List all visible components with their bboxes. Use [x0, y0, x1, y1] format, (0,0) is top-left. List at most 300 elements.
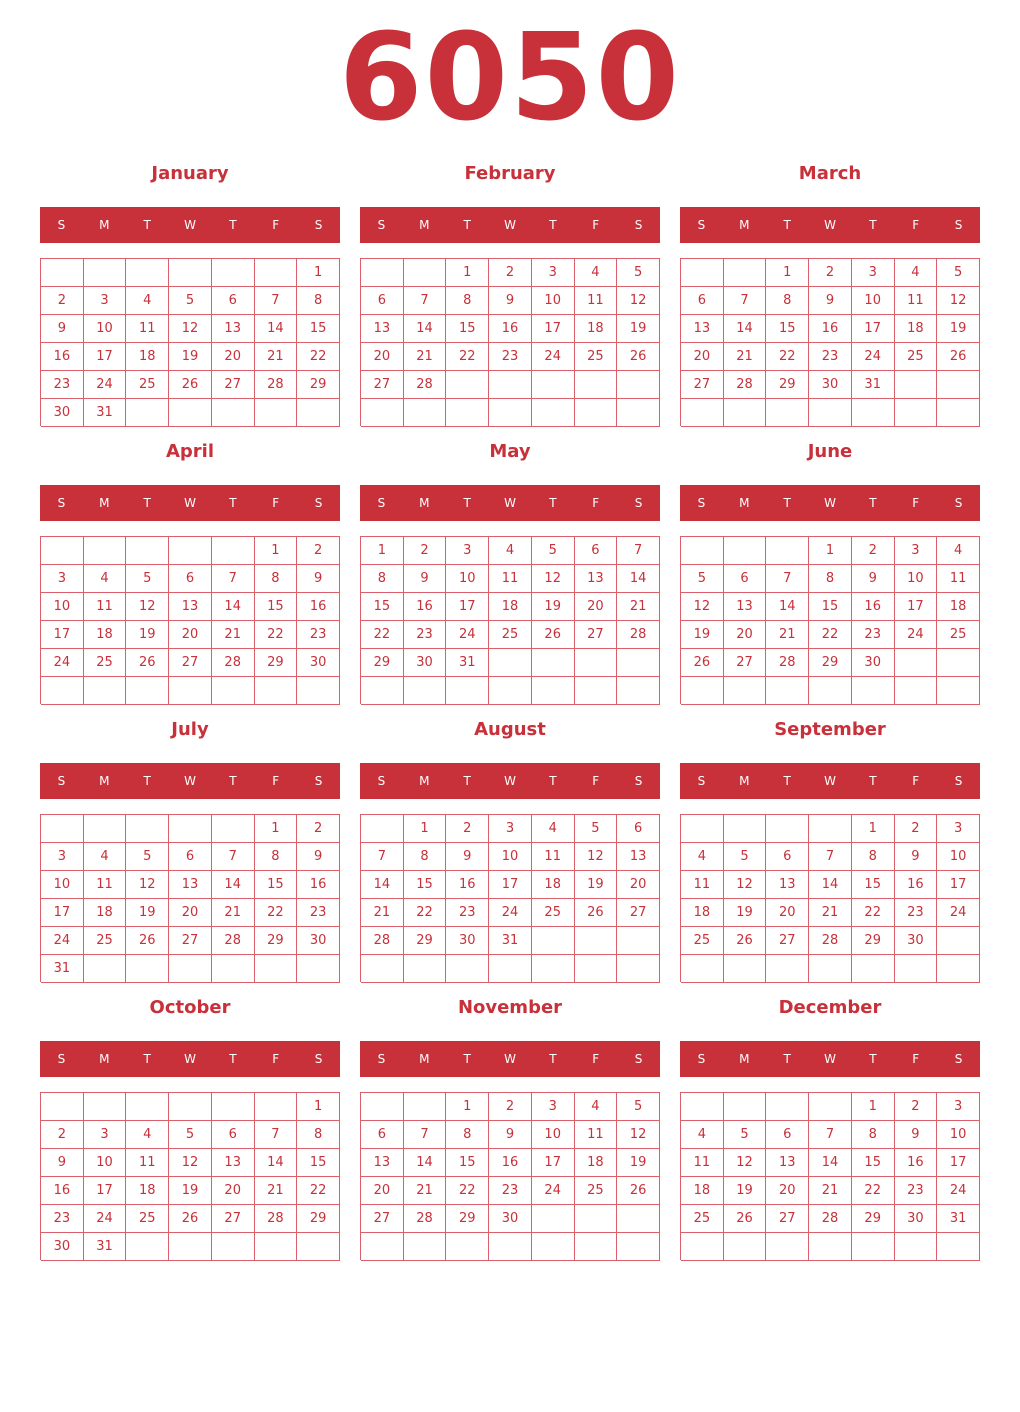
day-cell[interactable]: 16 [41, 1177, 84, 1205]
day-cell[interactable]: 17 [489, 871, 532, 899]
day-cell[interactable]: 7 [255, 287, 298, 315]
day-cell[interactable]: 1 [852, 815, 895, 843]
day-cell[interactable]: 20 [212, 343, 255, 371]
day-cell[interactable]: 4 [937, 537, 980, 565]
day-cell[interactable]: 26 [575, 899, 618, 927]
day-cell[interactable]: 3 [895, 537, 938, 565]
day-cell[interactable]: 28 [617, 621, 660, 649]
day-cell[interactable]: 20 [212, 1177, 255, 1205]
day-cell[interactable]: 4 [681, 843, 724, 871]
day-cell[interactable]: 19 [169, 343, 212, 371]
day-cell[interactable]: 14 [809, 1149, 852, 1177]
day-cell[interactable]: 30 [446, 927, 489, 955]
day-cell[interactable]: 20 [681, 343, 724, 371]
day-cell[interactable]: 19 [724, 1177, 767, 1205]
day-cell[interactable]: 16 [895, 871, 938, 899]
day-cell[interactable]: 14 [617, 565, 660, 593]
day-cell[interactable]: 18 [575, 1149, 618, 1177]
day-cell[interactable]: 6 [361, 287, 404, 315]
day-cell[interactable]: 22 [852, 1177, 895, 1205]
day-cell[interactable]: 10 [532, 1121, 575, 1149]
day-cell[interactable]: 11 [84, 871, 127, 899]
day-cell[interactable]: 25 [126, 371, 169, 399]
day-cell[interactable]: 26 [169, 371, 212, 399]
day-cell[interactable]: 6 [361, 1121, 404, 1149]
day-cell[interactable]: 3 [41, 843, 84, 871]
day-cell[interactable]: 15 [852, 871, 895, 899]
day-cell[interactable]: 20 [617, 871, 660, 899]
day-cell[interactable]: 5 [532, 537, 575, 565]
day-cell[interactable]: 21 [404, 343, 447, 371]
day-cell[interactable]: 28 [255, 371, 298, 399]
day-cell[interactable]: 19 [126, 899, 169, 927]
day-cell[interactable]: 6 [169, 565, 212, 593]
day-cell[interactable]: 16 [297, 871, 340, 899]
day-cell[interactable]: 2 [404, 537, 447, 565]
day-cell[interactable]: 1 [255, 815, 298, 843]
day-cell[interactable]: 8 [446, 287, 489, 315]
day-cell[interactable]: 24 [41, 649, 84, 677]
day-cell[interactable]: 28 [212, 927, 255, 955]
day-cell[interactable]: 7 [212, 565, 255, 593]
day-cell[interactable]: 3 [84, 287, 127, 315]
day-cell[interactable]: 19 [169, 1177, 212, 1205]
day-cell[interactable]: 11 [126, 1149, 169, 1177]
day-cell[interactable]: 10 [41, 593, 84, 621]
day-cell[interactable]: 27 [361, 371, 404, 399]
day-cell[interactable]: 13 [361, 1149, 404, 1177]
day-cell[interactable]: 9 [297, 843, 340, 871]
day-cell[interactable]: 27 [617, 899, 660, 927]
day-cell[interactable]: 16 [404, 593, 447, 621]
day-cell[interactable]: 18 [84, 621, 127, 649]
day-cell[interactable]: 21 [809, 899, 852, 927]
day-cell[interactable]: 10 [937, 1121, 980, 1149]
day-cell[interactable]: 7 [404, 1121, 447, 1149]
day-cell[interactable]: 4 [575, 1093, 618, 1121]
day-cell[interactable]: 14 [255, 1149, 298, 1177]
day-cell[interactable]: 25 [681, 927, 724, 955]
day-cell[interactable]: 31 [84, 1233, 127, 1261]
day-cell[interactable]: 29 [361, 649, 404, 677]
day-cell[interactable]: 13 [724, 593, 767, 621]
day-cell[interactable]: 19 [126, 621, 169, 649]
day-cell[interactable]: 21 [617, 593, 660, 621]
day-cell[interactable]: 29 [852, 1205, 895, 1233]
day-cell[interactable]: 27 [169, 927, 212, 955]
day-cell[interactable]: 25 [937, 621, 980, 649]
day-cell[interactable]: 13 [212, 1149, 255, 1177]
day-cell[interactable]: 2 [895, 815, 938, 843]
day-cell[interactable]: 5 [169, 1121, 212, 1149]
day-cell[interactable]: 8 [255, 565, 298, 593]
day-cell[interactable]: 17 [937, 871, 980, 899]
day-cell[interactable]: 22 [766, 343, 809, 371]
day-cell[interactable]: 14 [212, 593, 255, 621]
day-cell[interactable]: 20 [766, 1177, 809, 1205]
day-cell[interactable]: 12 [532, 565, 575, 593]
day-cell[interactable]: 1 [446, 259, 489, 287]
day-cell[interactable]: 11 [575, 287, 618, 315]
day-cell[interactable]: 7 [212, 843, 255, 871]
day-cell[interactable]: 24 [532, 1177, 575, 1205]
day-cell[interactable]: 15 [255, 593, 298, 621]
day-cell[interactable]: 23 [489, 1177, 532, 1205]
day-cell[interactable]: 15 [766, 315, 809, 343]
day-cell[interactable]: 13 [575, 565, 618, 593]
day-cell[interactable]: 31 [937, 1205, 980, 1233]
day-cell[interactable]: 31 [489, 927, 532, 955]
day-cell[interactable]: 24 [446, 621, 489, 649]
day-cell[interactable]: 9 [895, 1121, 938, 1149]
day-cell[interactable]: 2 [446, 815, 489, 843]
day-cell[interactable]: 8 [297, 287, 340, 315]
day-cell[interactable]: 9 [41, 1149, 84, 1177]
day-cell[interactable]: 24 [937, 1177, 980, 1205]
day-cell[interactable]: 10 [446, 565, 489, 593]
day-cell[interactable]: 21 [255, 343, 298, 371]
day-cell[interactable]: 20 [169, 621, 212, 649]
day-cell[interactable]: 10 [895, 565, 938, 593]
day-cell[interactable]: 22 [297, 1177, 340, 1205]
day-cell[interactable]: 12 [169, 315, 212, 343]
day-cell[interactable]: 3 [532, 259, 575, 287]
day-cell[interactable]: 13 [361, 315, 404, 343]
day-cell[interactable]: 11 [681, 1149, 724, 1177]
day-cell[interactable]: 23 [489, 343, 532, 371]
day-cell[interactable]: 5 [169, 287, 212, 315]
day-cell[interactable]: 25 [681, 1205, 724, 1233]
day-cell[interactable]: 29 [297, 1205, 340, 1233]
day-cell[interactable]: 15 [852, 1149, 895, 1177]
day-cell[interactable]: 28 [766, 649, 809, 677]
day-cell[interactable]: 9 [489, 287, 532, 315]
day-cell[interactable]: 18 [532, 871, 575, 899]
day-cell[interactable]: 18 [681, 899, 724, 927]
day-cell[interactable]: 25 [84, 927, 127, 955]
day-cell[interactable]: 2 [489, 259, 532, 287]
day-cell[interactable]: 14 [766, 593, 809, 621]
day-cell[interactable]: 6 [617, 815, 660, 843]
day-cell[interactable]: 10 [489, 843, 532, 871]
day-cell[interactable]: 17 [84, 343, 127, 371]
day-cell[interactable]: 13 [681, 315, 724, 343]
day-cell[interactable]: 5 [617, 259, 660, 287]
day-cell[interactable]: 16 [852, 593, 895, 621]
day-cell[interactable]: 21 [212, 621, 255, 649]
day-cell[interactable]: 15 [404, 871, 447, 899]
day-cell[interactable]: 27 [724, 649, 767, 677]
day-cell[interactable]: 29 [446, 1205, 489, 1233]
day-cell[interactable]: 18 [895, 315, 938, 343]
day-cell[interactable]: 17 [532, 1149, 575, 1177]
day-cell[interactable]: 9 [809, 287, 852, 315]
day-cell[interactable]: 11 [84, 593, 127, 621]
day-cell[interactable]: 28 [809, 1205, 852, 1233]
day-cell[interactable]: 14 [212, 871, 255, 899]
day-cell[interactable]: 21 [361, 899, 404, 927]
day-cell[interactable]: 15 [809, 593, 852, 621]
day-cell[interactable]: 13 [169, 871, 212, 899]
day-cell[interactable]: 20 [361, 1177, 404, 1205]
day-cell[interactable]: 9 [852, 565, 895, 593]
day-cell[interactable]: 24 [895, 621, 938, 649]
day-cell[interactable]: 29 [809, 649, 852, 677]
day-cell[interactable]: 24 [41, 927, 84, 955]
day-cell[interactable]: 22 [446, 1177, 489, 1205]
day-cell[interactable]: 23 [297, 621, 340, 649]
day-cell[interactable]: 25 [532, 899, 575, 927]
day-cell[interactable]: 26 [126, 927, 169, 955]
day-cell[interactable]: 27 [681, 371, 724, 399]
day-cell[interactable]: 27 [212, 1205, 255, 1233]
day-cell[interactable]: 19 [681, 621, 724, 649]
day-cell[interactable]: 29 [255, 927, 298, 955]
day-cell[interactable]: 6 [169, 843, 212, 871]
day-cell[interactable]: 29 [297, 371, 340, 399]
day-cell[interactable]: 23 [852, 621, 895, 649]
day-cell[interactable]: 26 [724, 927, 767, 955]
day-cell[interactable]: 19 [575, 871, 618, 899]
day-cell[interactable]: 8 [404, 843, 447, 871]
day-cell[interactable]: 7 [255, 1121, 298, 1149]
day-cell[interactable]: 31 [852, 371, 895, 399]
day-cell[interactable]: 3 [41, 565, 84, 593]
day-cell[interactable]: 17 [41, 621, 84, 649]
day-cell[interactable]: 5 [937, 259, 980, 287]
day-cell[interactable]: 26 [681, 649, 724, 677]
day-cell[interactable]: 4 [84, 565, 127, 593]
day-cell[interactable]: 14 [361, 871, 404, 899]
day-cell[interactable]: 18 [937, 593, 980, 621]
day-cell[interactable]: 8 [361, 565, 404, 593]
day-cell[interactable]: 18 [681, 1177, 724, 1205]
day-cell[interactable]: 8 [255, 843, 298, 871]
day-cell[interactable]: 2 [852, 537, 895, 565]
day-cell[interactable]: 1 [297, 1093, 340, 1121]
day-cell[interactable]: 8 [852, 1121, 895, 1149]
day-cell[interactable]: 30 [297, 649, 340, 677]
day-cell[interactable]: 6 [212, 1121, 255, 1149]
day-cell[interactable]: 24 [852, 343, 895, 371]
day-cell[interactable]: 14 [724, 315, 767, 343]
day-cell[interactable]: 9 [446, 843, 489, 871]
day-cell[interactable]: 15 [446, 315, 489, 343]
day-cell[interactable]: 5 [681, 565, 724, 593]
day-cell[interactable]: 4 [126, 1121, 169, 1149]
day-cell[interactable]: 20 [575, 593, 618, 621]
day-cell[interactable]: 29 [766, 371, 809, 399]
day-cell[interactable]: 10 [41, 871, 84, 899]
day-cell[interactable]: 28 [255, 1205, 298, 1233]
day-cell[interactable]: 2 [489, 1093, 532, 1121]
day-cell[interactable]: 12 [126, 593, 169, 621]
day-cell[interactable]: 25 [895, 343, 938, 371]
day-cell[interactable]: 3 [532, 1093, 575, 1121]
day-cell[interactable]: 4 [84, 843, 127, 871]
day-cell[interactable]: 27 [766, 1205, 809, 1233]
day-cell[interactable]: 21 [809, 1177, 852, 1205]
day-cell[interactable]: 2 [41, 1121, 84, 1149]
day-cell[interactable]: 1 [766, 259, 809, 287]
day-cell[interactable]: 12 [681, 593, 724, 621]
day-cell[interactable]: 4 [532, 815, 575, 843]
day-cell[interactable]: 3 [84, 1121, 127, 1149]
day-cell[interactable]: 11 [575, 1121, 618, 1149]
day-cell[interactable]: 5 [126, 565, 169, 593]
day-cell[interactable]: 25 [489, 621, 532, 649]
day-cell[interactable]: 28 [404, 1205, 447, 1233]
day-cell[interactable]: 16 [41, 343, 84, 371]
day-cell[interactable]: 10 [84, 315, 127, 343]
day-cell[interactable]: 18 [126, 343, 169, 371]
day-cell[interactable]: 30 [809, 371, 852, 399]
day-cell[interactable]: 25 [126, 1205, 169, 1233]
day-cell[interactable]: 7 [724, 287, 767, 315]
day-cell[interactable]: 16 [895, 1149, 938, 1177]
day-cell[interactable]: 5 [575, 815, 618, 843]
day-cell[interactable]: 22 [404, 899, 447, 927]
day-cell[interactable]: 13 [766, 871, 809, 899]
day-cell[interactable]: 22 [255, 621, 298, 649]
day-cell[interactable]: 12 [724, 871, 767, 899]
day-cell[interactable]: 29 [852, 927, 895, 955]
day-cell[interactable]: 4 [575, 259, 618, 287]
day-cell[interactable]: 16 [446, 871, 489, 899]
day-cell[interactable]: 10 [937, 843, 980, 871]
day-cell[interactable]: 28 [212, 649, 255, 677]
day-cell[interactable]: 8 [297, 1121, 340, 1149]
day-cell[interactable]: 4 [681, 1121, 724, 1149]
day-cell[interactable]: 19 [937, 315, 980, 343]
day-cell[interactable]: 27 [766, 927, 809, 955]
day-cell[interactable]: 17 [895, 593, 938, 621]
day-cell[interactable]: 14 [404, 315, 447, 343]
day-cell[interactable]: 21 [766, 621, 809, 649]
day-cell[interactable]: 1 [297, 259, 340, 287]
day-cell[interactable]: 28 [361, 927, 404, 955]
day-cell[interactable]: 29 [255, 649, 298, 677]
day-cell[interactable]: 4 [895, 259, 938, 287]
day-cell[interactable]: 11 [895, 287, 938, 315]
day-cell[interactable]: 29 [404, 927, 447, 955]
day-cell[interactable]: 9 [489, 1121, 532, 1149]
day-cell[interactable]: 9 [297, 565, 340, 593]
day-cell[interactable]: 15 [361, 593, 404, 621]
day-cell[interactable]: 12 [169, 1149, 212, 1177]
day-cell[interactable]: 1 [404, 815, 447, 843]
day-cell[interactable]: 12 [575, 843, 618, 871]
day-cell[interactable]: 27 [575, 621, 618, 649]
day-cell[interactable]: 26 [169, 1205, 212, 1233]
day-cell[interactable]: 11 [681, 871, 724, 899]
day-cell[interactable]: 6 [766, 843, 809, 871]
day-cell[interactable]: 18 [489, 593, 532, 621]
day-cell[interactable]: 13 [212, 315, 255, 343]
day-cell[interactable]: 7 [404, 287, 447, 315]
day-cell[interactable]: 10 [532, 287, 575, 315]
day-cell[interactable]: 7 [766, 565, 809, 593]
day-cell[interactable]: 31 [84, 399, 127, 427]
day-cell[interactable]: 11 [937, 565, 980, 593]
day-cell[interactable]: 18 [84, 899, 127, 927]
day-cell[interactable]: 2 [297, 537, 340, 565]
day-cell[interactable]: 23 [297, 899, 340, 927]
day-cell[interactable]: 25 [575, 1177, 618, 1205]
day-cell[interactable]: 20 [169, 899, 212, 927]
day-cell[interactable]: 8 [446, 1121, 489, 1149]
day-cell[interactable]: 17 [852, 315, 895, 343]
day-cell[interactable]: 15 [297, 315, 340, 343]
day-cell[interactable]: 7 [809, 843, 852, 871]
day-cell[interactable]: 30 [895, 927, 938, 955]
day-cell[interactable]: 21 [404, 1177, 447, 1205]
day-cell[interactable]: 15 [297, 1149, 340, 1177]
day-cell[interactable]: 27 [169, 649, 212, 677]
day-cell[interactable]: 3 [446, 537, 489, 565]
day-cell[interactable]: 31 [41, 955, 84, 983]
day-cell[interactable]: 12 [937, 287, 980, 315]
day-cell[interactable]: 14 [809, 871, 852, 899]
day-cell[interactable]: 8 [852, 843, 895, 871]
day-cell[interactable]: 2 [297, 815, 340, 843]
day-cell[interactable]: 11 [532, 843, 575, 871]
day-cell[interactable]: 2 [41, 287, 84, 315]
day-cell[interactable]: 1 [446, 1093, 489, 1121]
day-cell[interactable]: 30 [489, 1205, 532, 1233]
day-cell[interactable]: 5 [126, 843, 169, 871]
day-cell[interactable]: 3 [937, 1093, 980, 1121]
day-cell[interactable]: 26 [617, 343, 660, 371]
day-cell[interactable]: 6 [724, 565, 767, 593]
day-cell[interactable]: 23 [41, 371, 84, 399]
day-cell[interactable]: 2 [809, 259, 852, 287]
day-cell[interactable]: 30 [41, 1233, 84, 1261]
day-cell[interactable]: 28 [404, 371, 447, 399]
day-cell[interactable]: 21 [255, 1177, 298, 1205]
day-cell[interactable]: 25 [575, 343, 618, 371]
day-cell[interactable]: 22 [446, 343, 489, 371]
day-cell[interactable]: 24 [937, 899, 980, 927]
day-cell[interactable]: 17 [41, 899, 84, 927]
day-cell[interactable]: 22 [255, 899, 298, 927]
day-cell[interactable]: 6 [212, 287, 255, 315]
day-cell[interactable]: 30 [404, 649, 447, 677]
day-cell[interactable]: 24 [84, 371, 127, 399]
day-cell[interactable]: 1 [255, 537, 298, 565]
day-cell[interactable]: 24 [84, 1205, 127, 1233]
day-cell[interactable]: 12 [724, 1149, 767, 1177]
day-cell[interactable]: 23 [404, 621, 447, 649]
day-cell[interactable]: 5 [724, 1121, 767, 1149]
day-cell[interactable]: 30 [297, 927, 340, 955]
day-cell[interactable]: 19 [617, 1149, 660, 1177]
day-cell[interactable]: 23 [895, 1177, 938, 1205]
day-cell[interactable]: 2 [895, 1093, 938, 1121]
day-cell[interactable]: 23 [41, 1205, 84, 1233]
day-cell[interactable]: 23 [446, 899, 489, 927]
day-cell[interactable]: 15 [255, 871, 298, 899]
day-cell[interactable]: 22 [361, 621, 404, 649]
day-cell[interactable]: 21 [212, 899, 255, 927]
day-cell[interactable]: 17 [84, 1177, 127, 1205]
day-cell[interactable]: 16 [297, 593, 340, 621]
day-cell[interactable]: 16 [809, 315, 852, 343]
day-cell[interactable]: 8 [809, 565, 852, 593]
day-cell[interactable]: 7 [809, 1121, 852, 1149]
day-cell[interactable]: 1 [361, 537, 404, 565]
day-cell[interactable]: 27 [361, 1205, 404, 1233]
